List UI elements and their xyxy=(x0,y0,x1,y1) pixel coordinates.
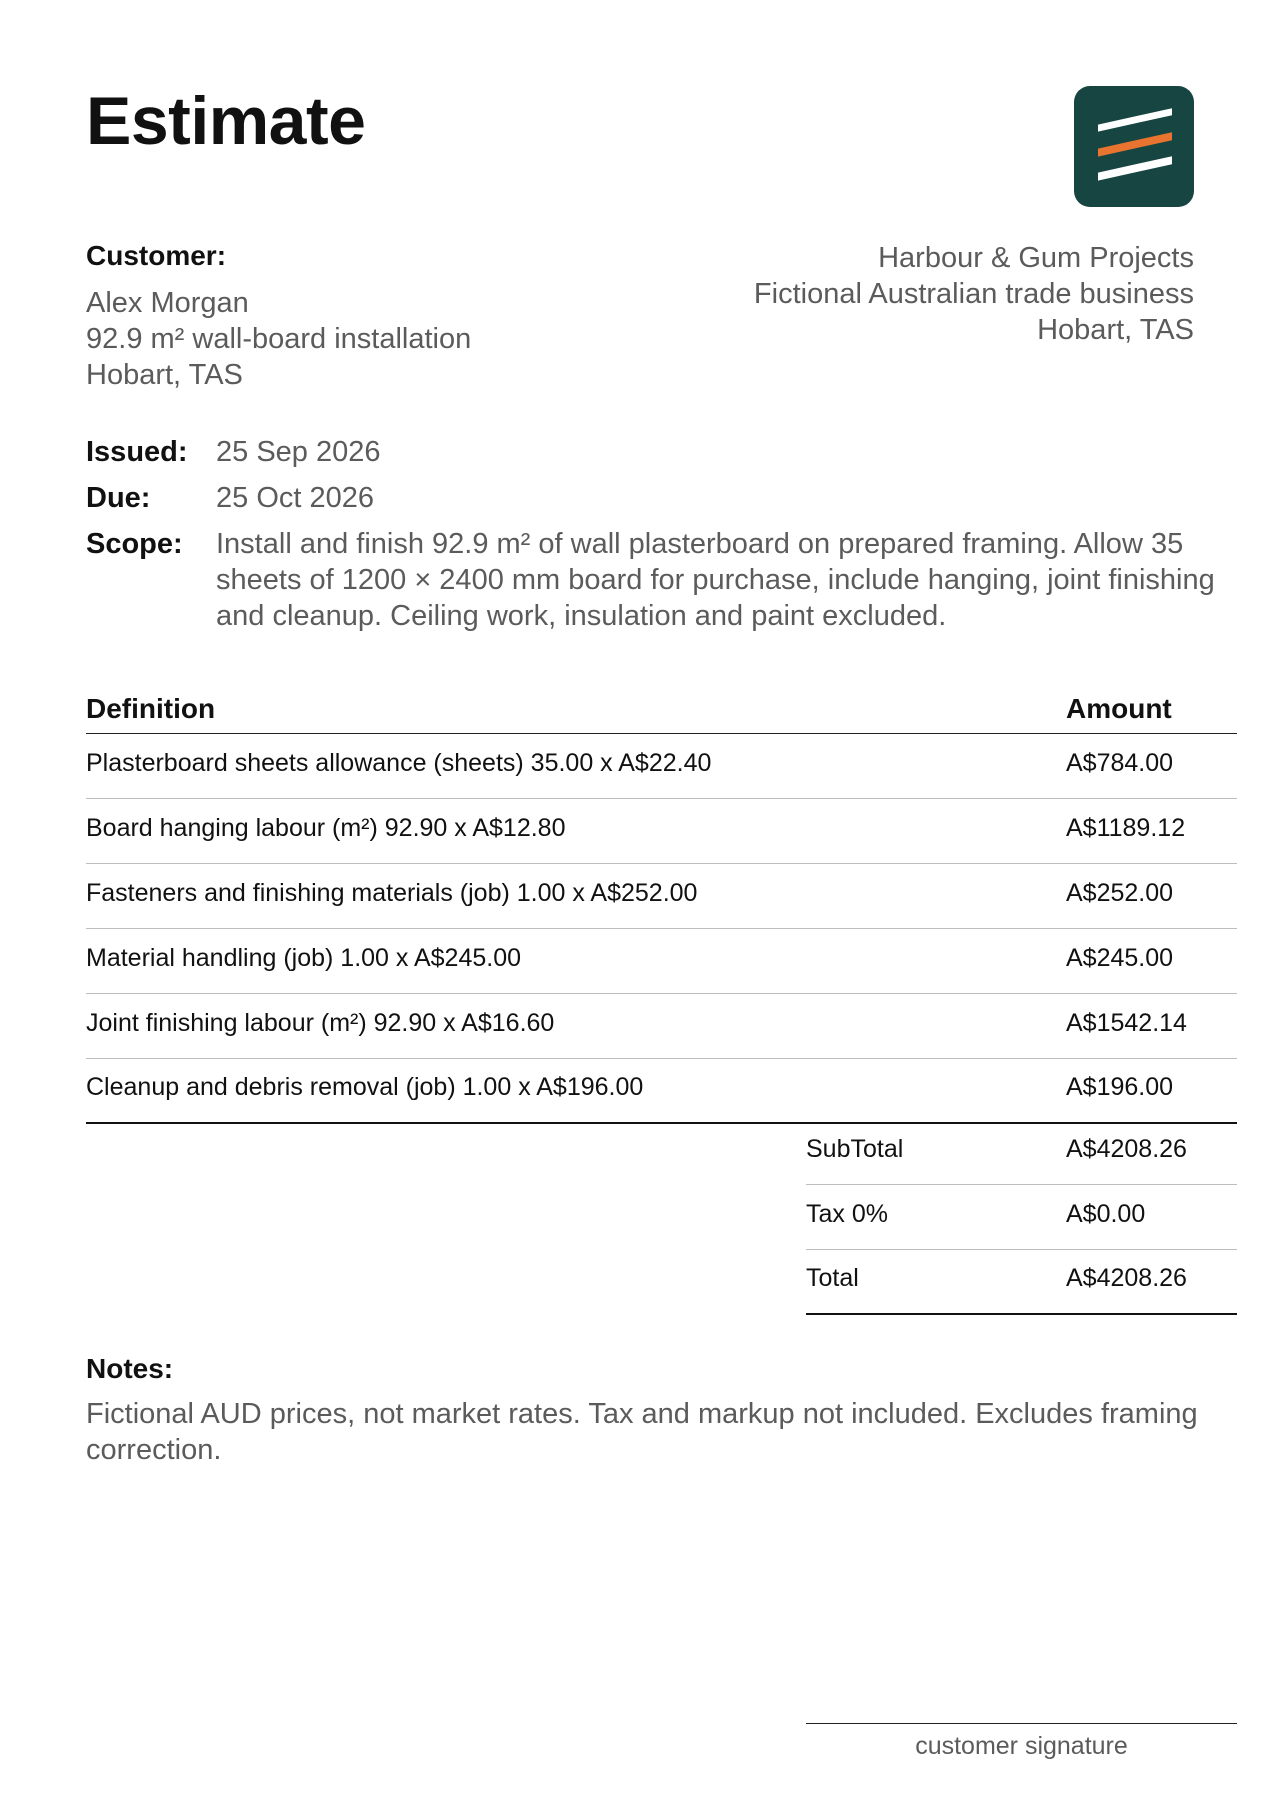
due-date: 25 Oct 2026 xyxy=(216,482,374,514)
table-row xyxy=(86,864,1237,929)
customer-project: 92.9 m² wall-board installation xyxy=(86,323,472,355)
issued-row xyxy=(86,434,1226,470)
signature-line xyxy=(806,1723,1237,1724)
table-body xyxy=(86,734,1237,1124)
amount-column-header: Amount xyxy=(1066,693,1172,724)
line-items-table xyxy=(86,690,1237,1124)
subtotal-value: A$4208.26 xyxy=(1066,1134,1187,1163)
table-row xyxy=(86,734,1237,799)
table-row xyxy=(86,1059,1237,1124)
customer-name: Alex Morgan xyxy=(86,287,249,319)
table-header xyxy=(86,690,1237,734)
totals-table xyxy=(806,1120,1237,1315)
issued-date: 25 Sep 2026 xyxy=(216,436,381,468)
item-amount: A$1542.14 xyxy=(1066,1008,1187,1037)
subtotal-row xyxy=(806,1120,1237,1185)
total-row xyxy=(806,1250,1237,1315)
subtotal-label: SubTotal xyxy=(806,1134,904,1163)
item-definition: Plasterboard sheets allowance (sheets) 35.00 x A$22.40 xyxy=(86,748,712,777)
company-name: Harbour & Gum Projects xyxy=(878,242,1194,274)
notes-text: Fictional AUD prices, not market rates. Tax and markup not included. Excludes framing correction. xyxy=(86,1398,1198,1466)
item-definition: Material handling (job) 1.00 x A$245.00 xyxy=(86,943,522,972)
item-definition: Board hanging labour (m²) 92.90 x A$12.80 xyxy=(86,813,566,842)
scope-text: Install and finish 92.9 m² of wall plasterboard on prepared framing. Allow 35 sheets of 1200 × 2400 mm board for purchase, include hanging, joint finishing and cleanup. Ceiling work, insulation and paint excluded. xyxy=(216,528,1215,632)
table-row xyxy=(86,929,1237,994)
item-amount: A$245.00 xyxy=(1066,943,1174,972)
item-definition: Joint finishing labour (m²) 92.90 x A$16.60 xyxy=(86,1008,555,1037)
page-title: Estimate xyxy=(86,83,366,159)
table-row xyxy=(86,799,1237,864)
due-label: Due: xyxy=(86,482,151,514)
table-row xyxy=(86,994,1237,1059)
company-details xyxy=(754,240,1194,348)
estimate-meta xyxy=(86,434,1226,644)
company-location: Hobart, TAS xyxy=(1037,314,1194,346)
item-amount: A$784.00 xyxy=(1066,748,1174,777)
total-label: Total xyxy=(806,1264,859,1292)
tax-value: A$0.00 xyxy=(1066,1199,1146,1228)
scope-row xyxy=(86,526,1226,634)
item-amount: A$196.00 xyxy=(1066,1073,1174,1101)
tax-row xyxy=(806,1185,1237,1250)
item-amount: A$252.00 xyxy=(1066,878,1174,907)
due-row xyxy=(86,480,1226,516)
item-amount: A$1189.12 xyxy=(1066,813,1186,842)
definition-column-header: Definition xyxy=(86,693,216,724)
item-definition: Cleanup and debris removal (job) 1.00 x A$196.00 xyxy=(86,1073,644,1101)
signature-label: customer signature xyxy=(915,1732,1128,1760)
customer-details xyxy=(86,285,471,393)
item-definition: Fasteners and finishing materials (job) 1.00 x A$252.00 xyxy=(86,878,698,907)
scope-label: Scope: xyxy=(86,528,183,560)
customer-location: Hobart, TAS xyxy=(86,359,243,391)
customer-label: Customer: xyxy=(86,240,227,271)
issued-label: Issued: xyxy=(86,436,188,468)
total-value: A$4208.26 xyxy=(1066,1264,1187,1292)
company-description: Fictional Australian trade business xyxy=(753,278,1194,310)
tax-label: Tax 0% xyxy=(806,1199,888,1228)
notes-label: Notes: xyxy=(86,1353,174,1384)
company-logo-icon xyxy=(1074,86,1194,207)
